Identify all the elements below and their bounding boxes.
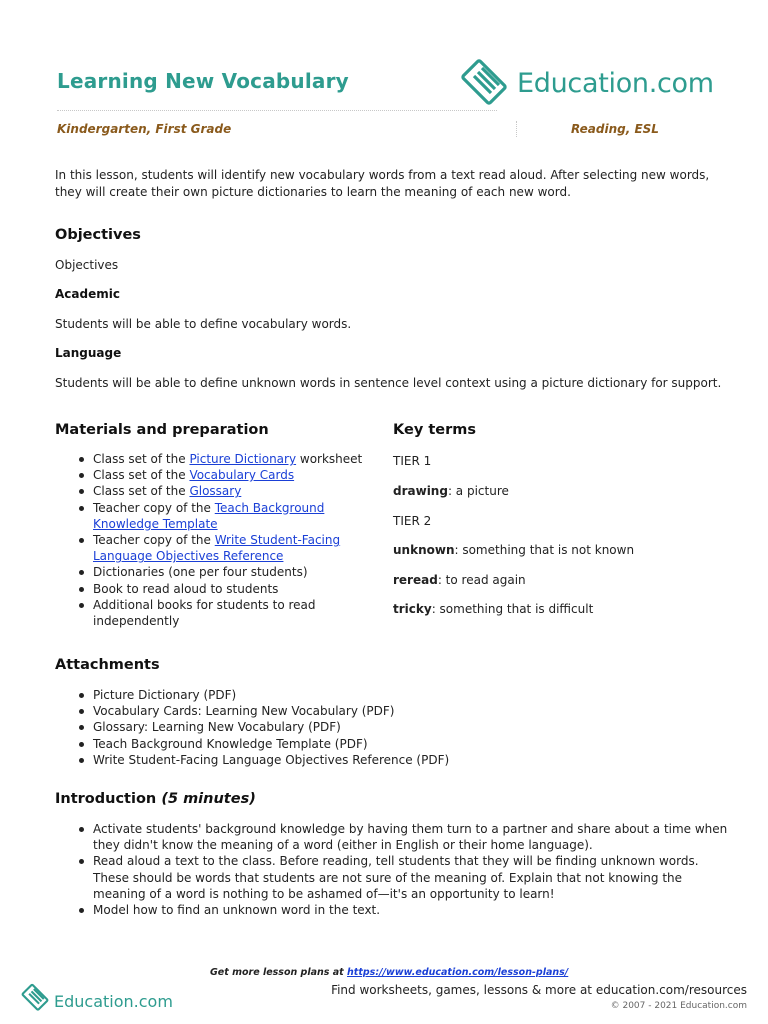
academic-objective: Students will be able to define vocabulary words.: [55, 317, 352, 331]
education-logo-text: Education.com: [517, 68, 714, 99]
footer-copyright: © 2007 - 2021 Education.com: [610, 1001, 747, 1011]
tier1-label: TIER 1: [393, 454, 432, 468]
attachment-item: Picture Dictionary (PDF): [55, 687, 555, 703]
list-item: Read aloud a text to the class. Before reading, tell students that they will be finding unknown words. These should be words that students are not sure of the meaning of. Explain that not knowing the meaning of a word is nothing to be ashamed of—it's an opportunity to learn!: [55, 853, 745, 902]
lesson-summary-line: In this lesson, students will identify new vocabulary words from a text read aloud. After selecting new words,: [55, 168, 710, 182]
attachment-item: Vocabulary Cards: Learning New Vocabulary (PDF): [55, 703, 555, 719]
list-item: Book to read aloud to students: [55, 581, 375, 597]
introduction-duration: (5 minutes): [161, 791, 256, 807]
key-term-unknown: unknown: something that is not known: [393, 543, 635, 557]
lesson-summary-line: they will create their own picture dictionaries to learn the meaning of each new word.: [55, 184, 571, 199]
language-objectives-link-line2[interactable]: Language Objectives Reference: [93, 549, 284, 564]
footer-cta: Get more lesson plans at https://www.education.com/lesson-plans/: [210, 967, 569, 978]
language-objective: Students will be able to define unknown words in sentence level context using a picture dictionary for support.: [55, 376, 722, 390]
attachment-item: Glossary: Learning New Vocabulary (PDF): [55, 719, 555, 735]
key-term-tricky: tricky: something that is difficult: [393, 602, 594, 616]
footer-logo-text: Education.com: [54, 992, 173, 1011]
list-item: Class set of the Glossary: [55, 483, 375, 499]
key-term-reread: reread: to read again: [393, 573, 526, 587]
introduction-heading: Introduction (5 minutes): [55, 791, 256, 807]
tier2-label: TIER 2: [393, 514, 432, 528]
list-item: Teacher copy of the Teach Background Knowledge Template: [55, 500, 375, 532]
lesson-plans-link[interactable]: https://www.education.com/lesson-plans/: [347, 967, 569, 978]
list-item: Class set of the Vocabulary Cards: [55, 467, 375, 483]
picture-dictionary-link[interactable]: Picture Dictionary: [189, 452, 297, 466]
teach-background-link[interactable]: Teach Background: [214, 500, 325, 515]
title-divider: [57, 110, 497, 111]
language-objectives-link[interactable]: Write Student-Facing: [214, 533, 341, 548]
page-title: Learning New Vocabulary: [57, 69, 349, 93]
list-item: Additional books for students to read independently: [55, 597, 375, 629]
list-item: Dictionaries (one per four students): [55, 564, 375, 580]
key-term-drawing: drawing: a picture: [393, 484, 509, 498]
introduction-steps: [55, 821, 745, 918]
grade-levels: Kindergarten, First Grade: [57, 122, 232, 136]
footer-logo[interactable]: [18, 982, 178, 1016]
teach-background-link-line2[interactable]: Knowledge Template: [93, 516, 218, 531]
education-logo-icon: [455, 56, 513, 114]
list-item: Activate students' background knowledge by having them turn to a partner and share about a time when they didn't know the meaning of a word (either in English or their home language).: [55, 821, 745, 853]
objectives-heading: Objectives: [55, 227, 141, 243]
objectives-label: Objectives: [55, 258, 119, 272]
materials-list: [55, 451, 375, 629]
attachments-list: [55, 687, 555, 768]
list-item: Class set of the Picture Dictionary worksheet: [55, 451, 375, 467]
footer-resources-text: Find worksheets, games, lessons & more at education.com/resources: [331, 983, 747, 997]
key-terms-heading: Key terms: [393, 422, 476, 438]
footer-logo-icon: [18, 982, 52, 1016]
attachment-item: Write Student-Facing Language Objectives Reference (PDF): [55, 752, 555, 768]
materials-heading: Materials and preparation: [55, 422, 269, 438]
meta-divider: [516, 121, 517, 137]
attachments-heading: Attachments: [55, 657, 160, 673]
vocabulary-cards-link[interactable]: Vocabulary Cards: [189, 468, 295, 483]
academic-heading: Academic: [55, 287, 120, 301]
subjects: Reading, ESL: [571, 122, 659, 136]
attachment-item: Teach Background Knowledge Template (PDF): [55, 736, 555, 752]
list-item: Teacher copy of the Write Student-Facing Language Objectives Reference: [55, 532, 375, 564]
list-item: Model how to find an unknown word in the text.: [55, 902, 745, 918]
glossary-link[interactable]: Glossary: [189, 484, 242, 499]
language-heading: Language: [55, 346, 122, 360]
lesson-summary: [55, 167, 709, 200]
education-logo[interactable]: [455, 56, 715, 114]
